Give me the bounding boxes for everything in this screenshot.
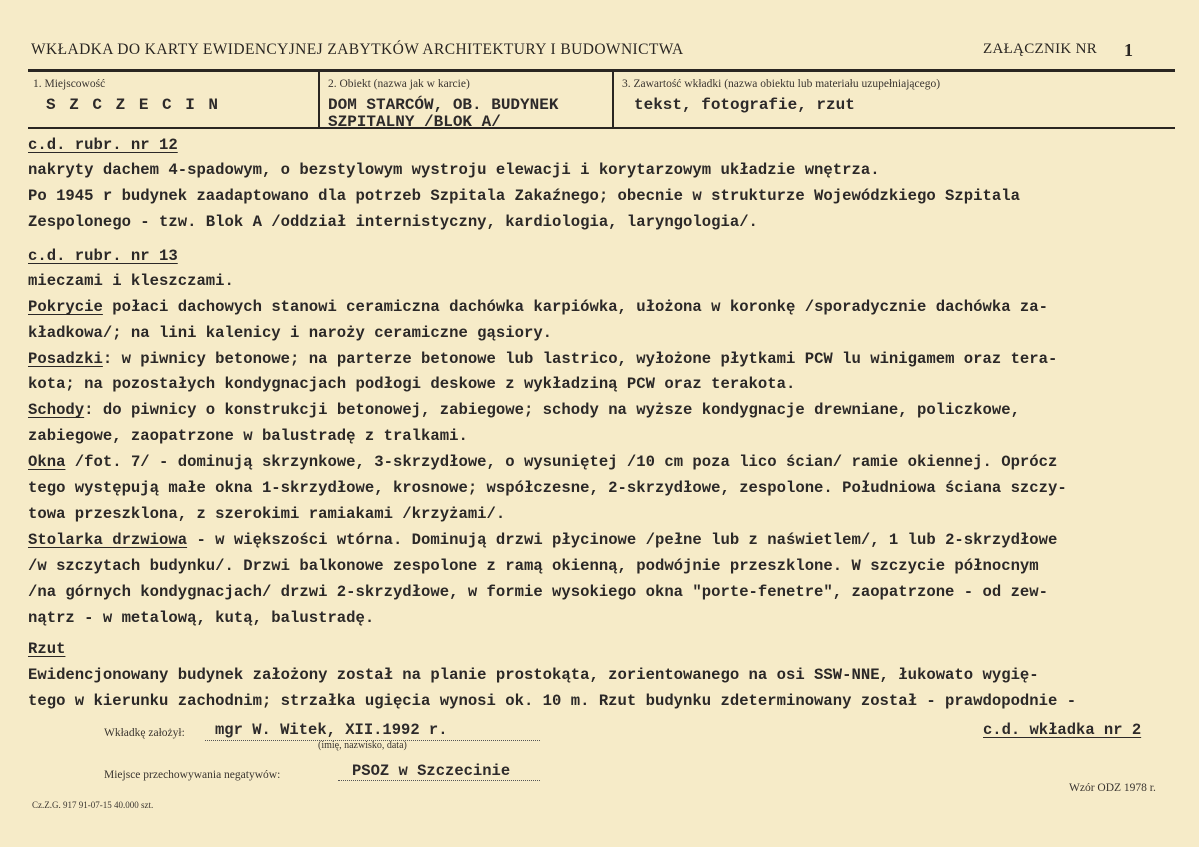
text-line — [28, 666, 1039, 684]
text-segment: - w większości wtórna. Dominują drzwi płycinowe /pełne lub z naświetlem/, 1 lub 2-skrzydłowe — [187, 531, 1058, 549]
text-line — [28, 136, 178, 154]
text-line — [28, 161, 880, 179]
negatives-dotted-line — [338, 780, 540, 781]
text-line — [28, 401, 1020, 419]
section-heading: Okna — [28, 453, 66, 471]
form-model: Wzór ODZ 1978 r. — [1069, 782, 1156, 794]
section-heading: Rzut — [28, 640, 66, 658]
text-line — [28, 427, 468, 445]
author-value: mgr W. Witek, XII.1992 r. — [215, 721, 448, 739]
text-line — [28, 324, 552, 342]
section-heading: Schody — [28, 401, 85, 419]
text-segment: nątrz - w metalową, kutą, balustradę. — [28, 609, 375, 627]
section-heading: Posadzki — [28, 350, 103, 368]
column-divider-2 — [612, 71, 614, 127]
text-segment: Po 1945 r budynek zaadaptowano dla potrzeb Szpitala Zakaźnego; obecnie w strukturze Wojewódzkiego Szpitala — [28, 187, 1020, 205]
text-segment: towa przeszklona, z szerokimi ramiakami /krzyżami/. — [28, 505, 506, 523]
text-line — [28, 609, 374, 627]
field-label-locality: 1. Miejscowość — [33, 78, 106, 90]
field-value-object-line2: SZPITALNY /BLOK A/ — [328, 113, 501, 131]
text-segment: Zespolonego - tzw. Blok A /oddział internistyczny, kardiologia, laryngologia/. — [28, 213, 758, 231]
column-divider-1 — [318, 71, 320, 127]
continuation-note: c.d. wkładka nr 2 — [983, 721, 1142, 739]
annex-label: ZAŁĄCZNIK NR — [983, 41, 1098, 57]
text-line — [28, 692, 1076, 710]
text-segment: tego występują małe okna 1-skrzydłowe, krosnowe; współczesne, 2-skrzydłowe, zespolone. Południowa ściana szczy- — [28, 479, 1067, 497]
text-segment: : w piwnicy betonowe; na parterze betonowe lub lastrico, wyłożone płytkami PCW lu winigamem oraz tera- — [102, 350, 1058, 368]
text-segment: kota; na pozostałych kondygnacjach podłogi deskowe z wykładziną PCW oraz terakota. — [28, 375, 796, 393]
header-bottom-rule — [28, 127, 1175, 129]
text-line — [28, 557, 1039, 575]
text-line — [28, 479, 1067, 497]
text-line — [28, 583, 1048, 601]
text-segment: tego w kierunku zachodnim; strzałka ugięcia wynosi ok. 10 m. Rzut budynku zdeterminowany został - prawdopodnie - — [28, 692, 1077, 710]
header-top-rule — [28, 69, 1175, 72]
text-segment: kładkowa/; na lini kalenicy i naroży ceramiczne gąsiory. — [28, 324, 553, 342]
text-segment: mieczami i kleszczami. — [28, 272, 234, 290]
text-segment: /na górnych kondygnacjach/ drzwi 2-skrzydłowe, w formie wysokiego okna "porte-fenetre", zaopatrzone - od zew- — [28, 583, 1048, 601]
text-segment: nakryty dachem 4-spadowym, o bezstylowym wystroju elewacji i korytarzowym układzie wnętrza. — [28, 161, 880, 179]
author-label: Wkładkę założył: — [104, 727, 185, 739]
text-line — [28, 375, 795, 393]
text-segment: połaci dachowych stanowi ceramiczna dachówka karpiówka, ułożona w koronkę /sporadycznie dachówka za- — [102, 298, 1049, 316]
text-segment: /fot. 7/ - dominują skrzynkowe, 3-skrzydłowe, o wysuniętej /10 cm poza lico ścian/ ramie okiennej. Oprócz — [65, 453, 1058, 471]
text-segment: Ewidencjonowany budynek założony został na planie prostokąta, zorientowanego na osi SSW-NNE, łukowato wygię- — [28, 666, 1039, 684]
text-segment: zabiegowe, zaopatrzone w balustradę z tralkami. — [28, 427, 468, 445]
field-value-object-line1: DOM STARCÓW, OB. BUDYNEK — [328, 96, 559, 114]
text-line — [28, 453, 1057, 471]
field-value-contents: tekst, fotografie, rzut — [634, 96, 855, 114]
section-heading: c.d. rubr. nr 13 — [28, 247, 178, 265]
field-value-locality: S Z C Z E C I N — [46, 96, 221, 114]
text-line — [28, 640, 65, 658]
negatives-label: Miejsce przechowywania negatywów: — [104, 769, 281, 781]
text-line — [28, 505, 505, 523]
text-segment: /w szczytach budynku/. Drzwi balkonowe zespolone z ramą okienną, podwójnie przeszklone. W szczycie północnym — [28, 557, 1039, 575]
text-line — [28, 350, 1057, 368]
author-caption: (imię, nazwisko, data) — [318, 740, 407, 751]
print-info: Cz.Z.G. 917 91-07-15 40.000 szt. — [32, 800, 154, 810]
field-label-contents: 3. Zawartość wkładki (nazwa obiektu lub materiału uzupełniającego) — [622, 78, 941, 90]
text-line — [28, 531, 1057, 549]
form-title: WKŁADKA DO KARTY EWIDENCYJNEJ ZABYTKÓW ARCHITEKTURY I BUDOWNICTWA — [31, 41, 684, 58]
text-line — [28, 213, 758, 231]
text-line — [28, 247, 178, 265]
text-line — [28, 298, 1048, 316]
text-segment: : do piwnicy o konstrukcji betonowej, zabiegowe; schody na wyższe kondygnacje drewniane, policzkowe, — [84, 401, 1020, 419]
negatives-value: PSOZ w Szczecinie — [352, 762, 511, 780]
section-heading: Pokrycie — [28, 298, 103, 316]
text-line — [28, 272, 234, 290]
field-label-object: 2. Obiekt (nazwa jak w karcie) — [328, 78, 470, 90]
annex-number: 1 — [1124, 40, 1133, 60]
section-heading: Stolarka drzwiowa — [28, 531, 188, 549]
text-line — [28, 187, 1020, 205]
section-heading: c.d. rubr. nr 12 — [28, 136, 178, 154]
